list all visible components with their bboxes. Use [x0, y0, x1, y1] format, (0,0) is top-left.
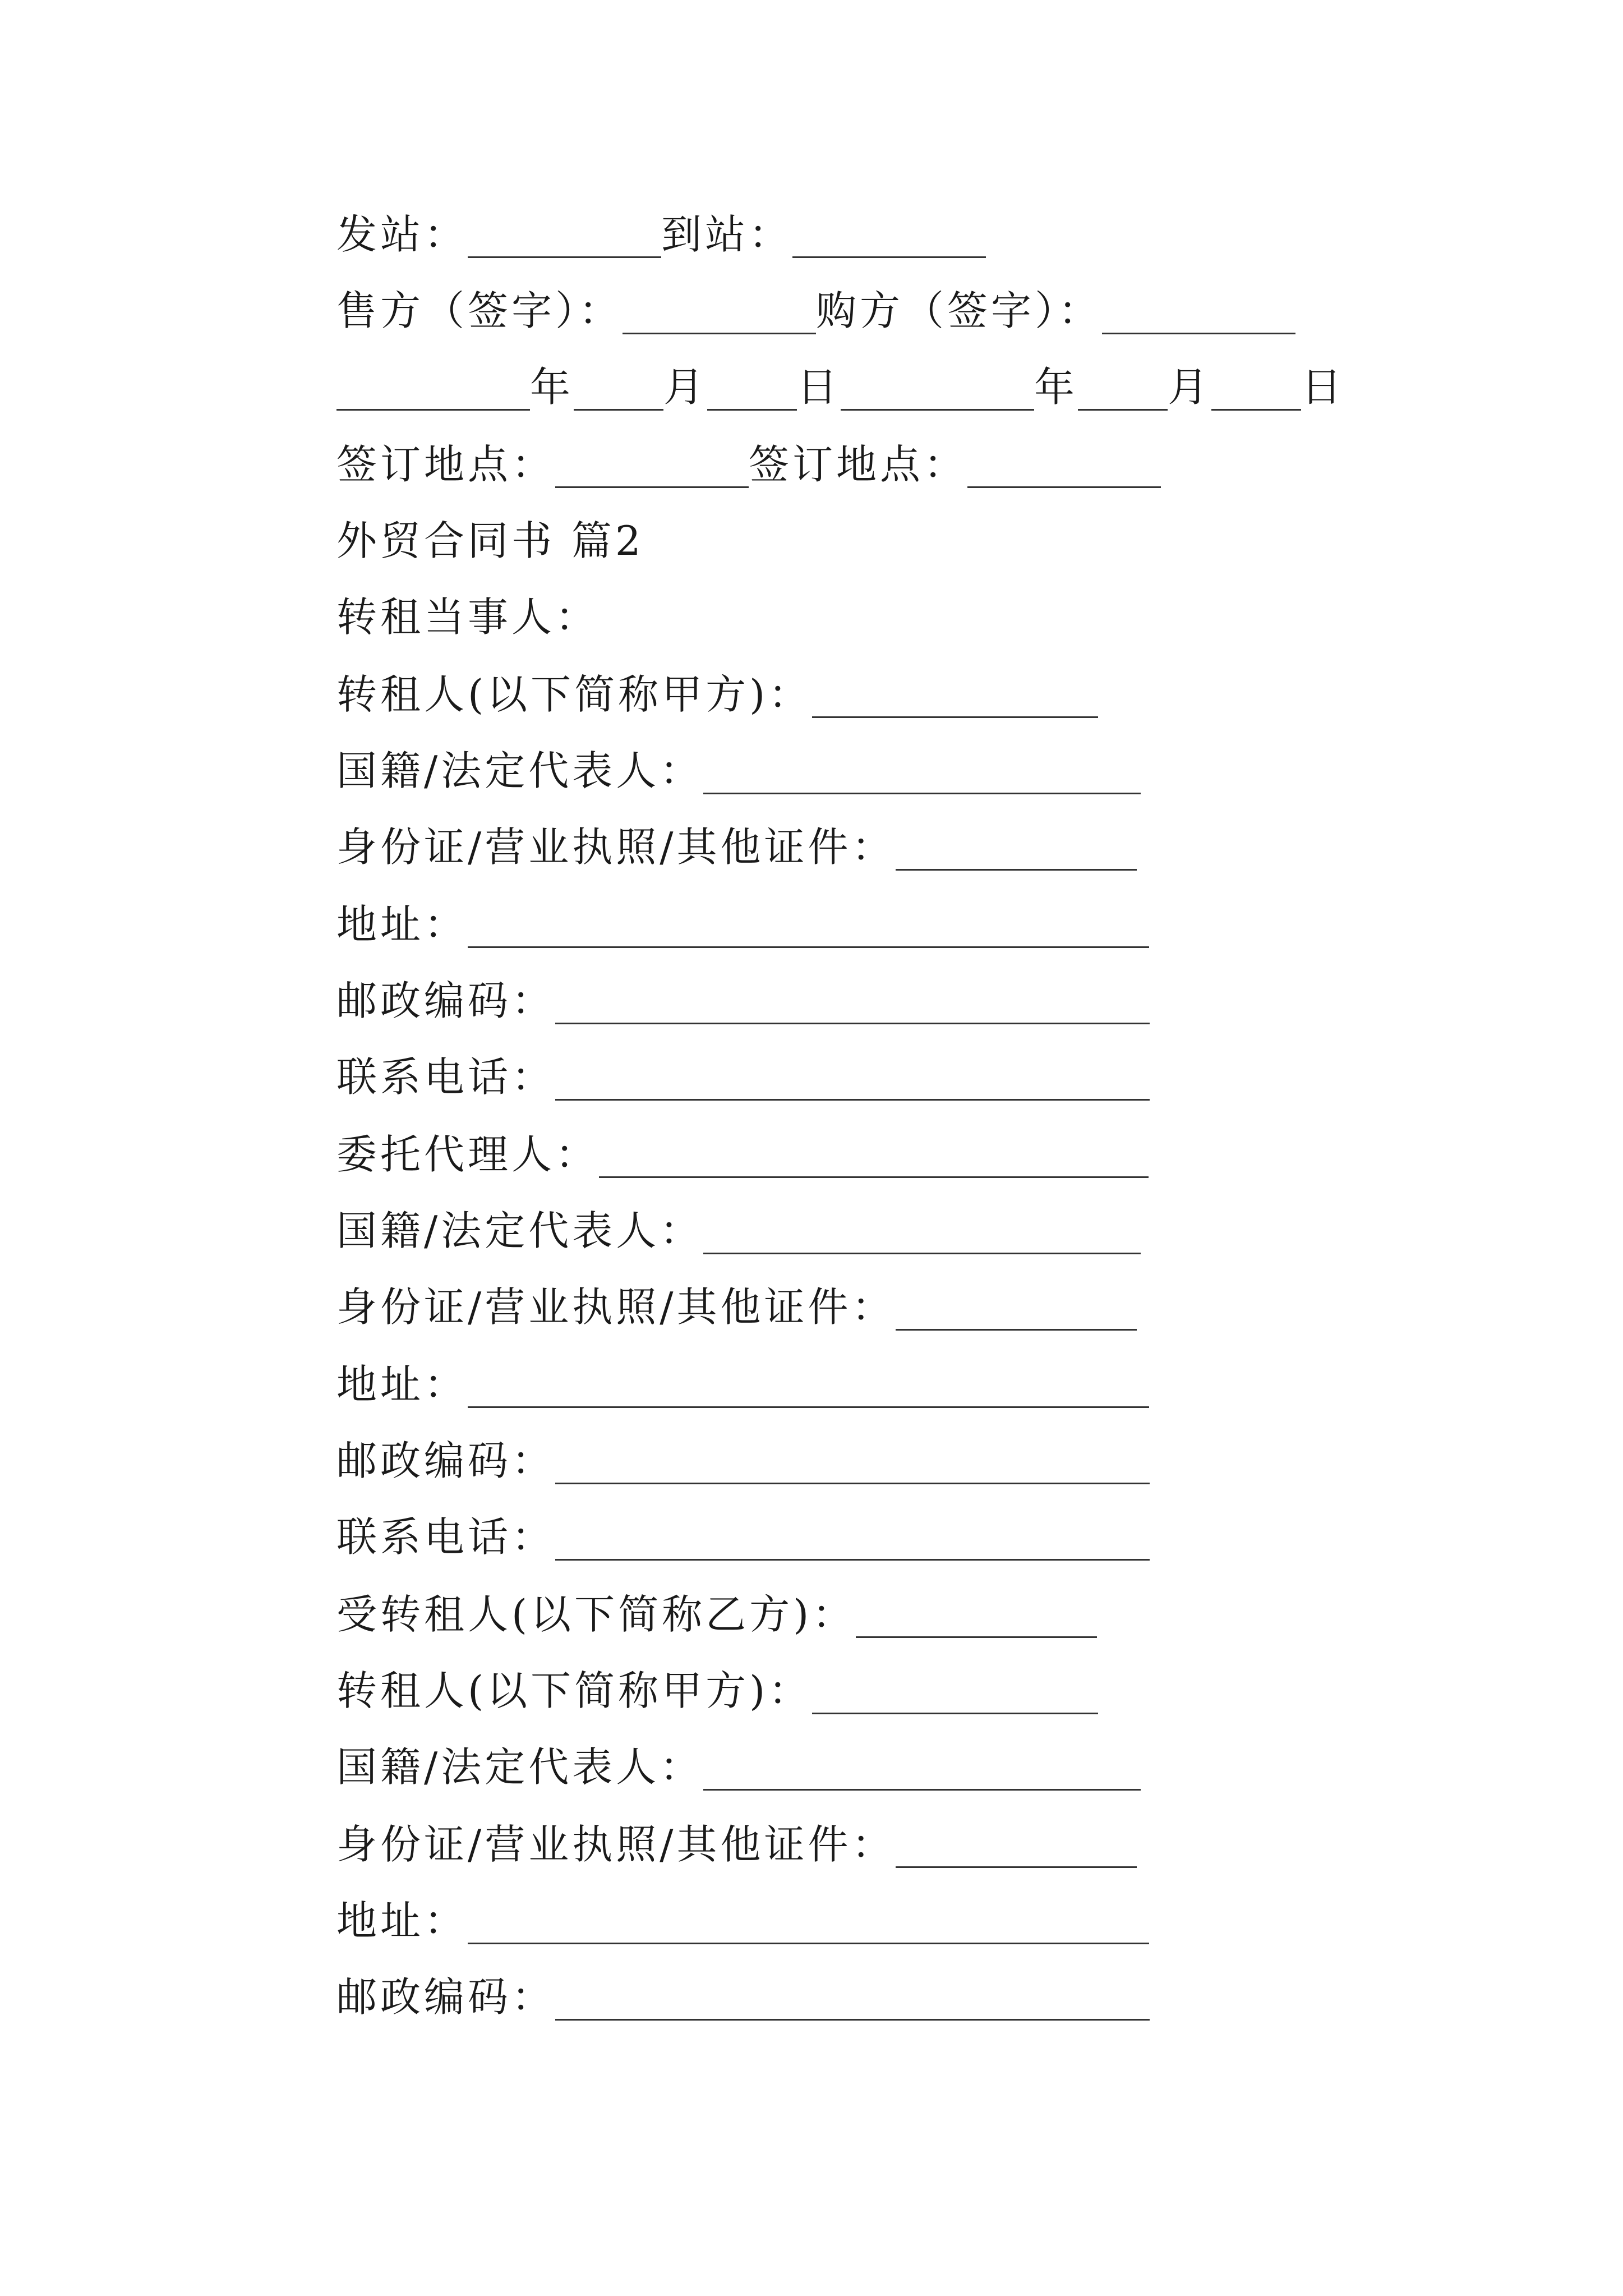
sublessor2-postcode-line	[336, 1970, 1150, 2024]
seller-signature-blank	[623, 293, 816, 334]
sublessor-phone-label: 联系电话：	[336, 1053, 556, 1101]
sublessor-id-blank	[896, 830, 1137, 871]
date-line	[336, 360, 1345, 414]
sublessor2-id-line	[336, 1818, 1137, 1871]
sublessor2-id-label: 身份证/营业执照/其他证件：	[336, 1821, 896, 1868]
agent-nationality-blank	[703, 1213, 1141, 1254]
sublessor-blank	[812, 677, 1098, 718]
sublessor-id-line	[336, 820, 1137, 874]
sublessor-phone-line	[336, 1050, 1150, 1104]
sublessor2-id-blank	[896, 1827, 1137, 1868]
agent-postcode-label: 邮政编码：	[336, 1437, 556, 1484]
parties-title: 转租当事人：	[336, 593, 600, 641]
seller-month-blank	[574, 370, 663, 411]
agent-nationality-line	[336, 1204, 1141, 1258]
sublessor-address-line	[336, 898, 1149, 951]
seller-day-blank	[707, 370, 797, 411]
sublessor2-postcode-blank	[555, 1980, 1150, 2021]
buyer-signature-blank	[1102, 293, 1295, 334]
from-station-blank	[468, 217, 661, 258]
agent-line	[336, 1128, 1149, 1181]
sublessor2-nationality-blank	[703, 1750, 1141, 1791]
sublessor2-address-label: 地址：	[336, 1897, 468, 1944]
sublessor-nationality-label: 国籍/法定代表人：	[336, 747, 704, 794]
seller-year-label: 年	[530, 364, 574, 411]
sublessor2-address-line	[336, 1894, 1149, 1948]
sublessor2-label: 转租人(以下简称甲方)：	[336, 1667, 813, 1714]
station-line	[336, 208, 986, 261]
signature-line	[336, 284, 1295, 338]
buyer-day-blank	[1211, 370, 1301, 411]
sublessor-line	[336, 668, 1098, 721]
agent-id-blank	[896, 1290, 1137, 1331]
signing-place-blank-1	[555, 447, 749, 488]
sublessor2-blank	[812, 1673, 1098, 1714]
sublessee-line	[336, 1588, 1097, 1641]
sublessor-label: 转租人(以下简称甲方)：	[336, 671, 813, 718]
signing-place-line	[336, 438, 1161, 491]
seller-year-blank	[336, 370, 530, 411]
sublessor-address-label: 地址：	[336, 901, 468, 948]
signing-place-blank-2	[967, 447, 1161, 488]
sublessor2-nationality-label: 国籍/法定代表人：	[336, 1743, 704, 1791]
agent-phone-line	[336, 1510, 1150, 1564]
sublessor2-line	[336, 1664, 1098, 1718]
agent-id-label: 身份证/营业执照/其他证件：	[336, 1283, 896, 1331]
agent-address-blank	[468, 1367, 1149, 1408]
buyer-day-label: 日	[1301, 364, 1345, 411]
sublessor-postcode-line	[336, 974, 1150, 1028]
to-station-label: 到站：	[661, 211, 793, 258]
seller-signature-label: 售方（签字）：	[336, 287, 623, 334]
sublessor2-nationality-line	[336, 1740, 1141, 1794]
sublessor-phone-blank	[555, 1060, 1150, 1101]
agent-nationality-label: 国籍/法定代表人：	[336, 1207, 704, 1254]
agent-address-label: 地址：	[336, 1361, 468, 1408]
agent-phone-blank	[555, 1520, 1150, 1561]
sublessor2-postcode-label: 邮政编码：	[336, 1973, 556, 2021]
sublessor-id-label: 身份证/营业执照/其他证件：	[336, 823, 896, 871]
seller-month-label: 月	[663, 364, 708, 411]
from-station-label: 发站：	[336, 211, 468, 258]
to-station-blank	[792, 217, 986, 258]
seller-day-label: 日	[797, 364, 841, 411]
agent-postcode-line	[336, 1434, 1150, 1488]
buyer-month-blank	[1078, 370, 1168, 411]
sublessor-postcode-label: 邮政编码：	[336, 977, 556, 1024]
agent-label: 委托代理人：	[336, 1131, 600, 1178]
buyer-signature-label: 购方（签字）：	[816, 287, 1103, 334]
agent-address-line	[336, 1358, 1149, 1411]
agent-postcode-blank	[555, 1443, 1150, 1484]
section-title: 外贸合同书 篇2	[336, 517, 644, 564]
agent-phone-label: 联系电话：	[336, 1513, 556, 1561]
parties-title-line	[336, 590, 599, 644]
sublessee-label: 受转租人(以下简称乙方)：	[336, 1591, 856, 1638]
sublessor-nationality-blank	[703, 753, 1141, 794]
buyer-month-label: 月	[1168, 364, 1212, 411]
signing-place-label-1: 签订地点：	[336, 441, 556, 488]
sublessor-nationality-line	[336, 744, 1141, 798]
agent-id-line	[336, 1280, 1137, 1334]
sublessor-address-blank	[468, 907, 1149, 948]
sublessor2-address-blank	[468, 1903, 1149, 1944]
sublessee-blank	[856, 1597, 1097, 1638]
buyer-year-label: 年	[1034, 364, 1078, 411]
buyer-year-blank	[841, 370, 1034, 411]
sublessor-postcode-blank	[555, 983, 1150, 1024]
signing-place-label-2: 签订地点：	[749, 441, 968, 488]
section-title-line	[336, 514, 644, 568]
agent-blank	[599, 1137, 1149, 1178]
